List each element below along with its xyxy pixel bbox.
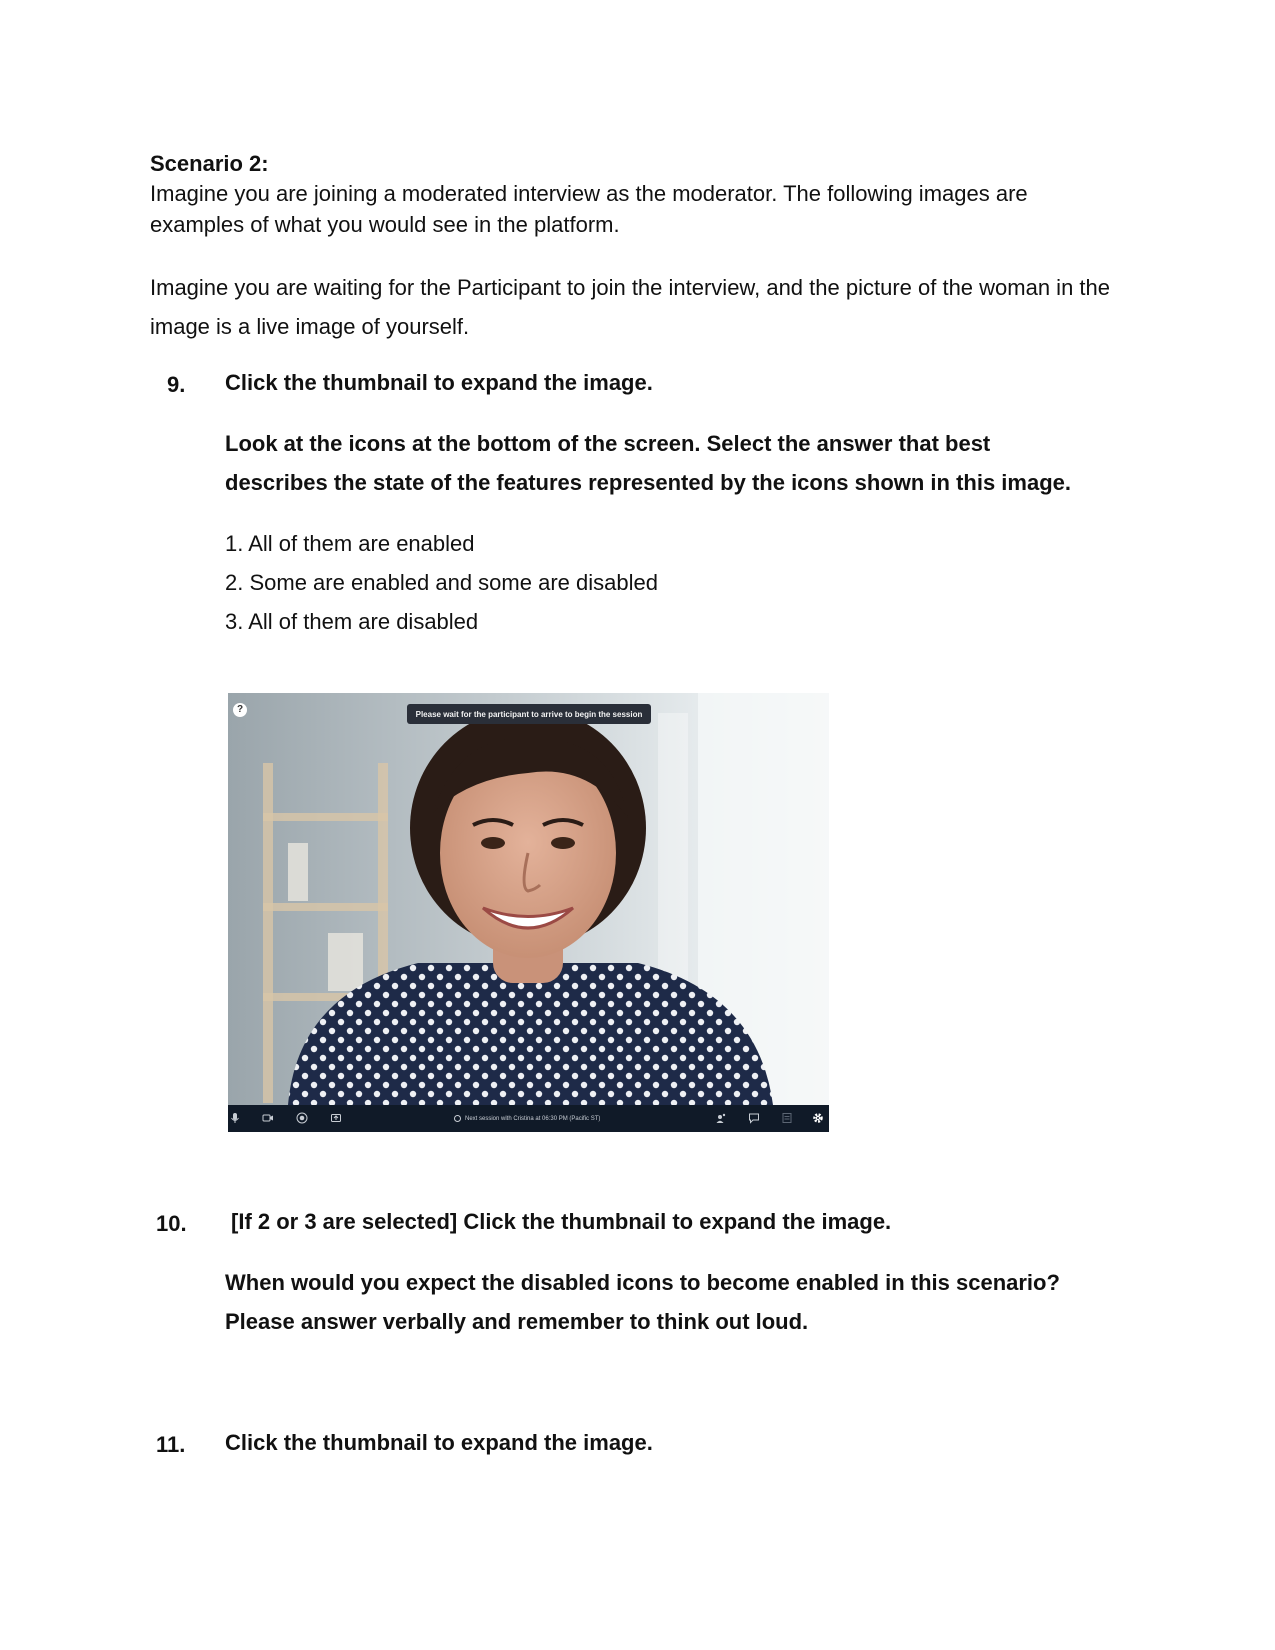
question-prompt-line: Please answer verbally and remember to think out loud. <box>225 1309 809 1334</box>
gear-icon[interactable] <box>812 1112 824 1124</box>
question-instruction: Click the thumbnail to expand the image. <box>225 370 653 395</box>
next-session-text: Next session with Cristina at 06:30 PM (Pacific ST) <box>465 1115 601 1122</box>
question-prompt-line: When would you expect the disabled icons to become enabled in this scenario? <box>225 1270 1060 1295</box>
participants-icon[interactable] <box>715 1112 727 1124</box>
thumbnail-image[interactable] <box>228 693 829 1132</box>
answer-option[interactable]: 1. All of them are enabled <box>225 531 475 556</box>
question-prompt-line: describes the state of the features represented by the icons shown in this image. <box>225 470 1072 495</box>
next-session-status <box>454 1105 600 1132</box>
chat-icon[interactable] <box>748 1112 760 1124</box>
share-screen-icon[interactable] <box>330 1112 342 1124</box>
record-icon[interactable] <box>296 1112 308 1124</box>
microphone-icon[interactable] <box>229 1112 241 1124</box>
question-prompt-line: Look at the icons at the bottom of the screen. Select the answer that best <box>225 431 991 456</box>
clock-icon <box>454 1115 461 1122</box>
session-toolbar <box>228 1105 829 1132</box>
waiting-banner: Please wait for the participant to arrive to begin the session <box>407 704 651 724</box>
question-instruction: Click the thumbnail to expand the image. <box>225 1430 653 1455</box>
scenario-intro: Imagine you are joining a moderated interview as the moderator. The following images are examples of what you would see in the platform. <box>150 181 1028 237</box>
camera-icon[interactable] <box>262 1112 274 1124</box>
answer-option[interactable]: 2. Some are enabled and some are disabled <box>225 570 658 595</box>
scenario-context: Imagine you are waiting for the Participant to join the interview, and the picture of the woman in the image is a live image of yourself. <box>150 275 1110 339</box>
question-number: 9. <box>167 372 186 397</box>
notes-icon[interactable] <box>781 1112 793 1124</box>
question-number: 11. <box>156 1432 186 1457</box>
answer-option[interactable]: 3. All of them are disabled <box>225 609 479 634</box>
help-icon[interactable]: ? <box>233 703 247 717</box>
scenario-title: Scenario 2: <box>150 151 269 176</box>
question-number: 10. <box>156 1211 187 1236</box>
video-feed-illustration <box>228 693 829 1132</box>
question-instruction: [If 2 or 3 are selected] Click the thumbnail to expand the image. <box>231 1209 892 1234</box>
